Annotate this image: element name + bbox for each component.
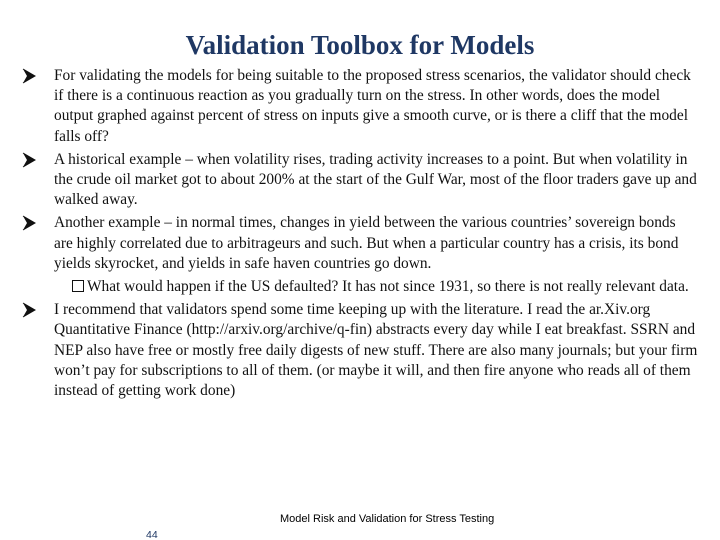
sub-bullet-item (22, 277, 698, 297)
bullet-item (22, 300, 698, 401)
page-number: 44 (146, 529, 158, 540)
arrow-bullet-icon (22, 68, 36, 84)
slide-footer: Model Risk and Validation for Stress Testing (280, 513, 495, 525)
bullet-text: For validating the models for being suitable to the proposed stress scenarios, the validator should check if there is a continuous reaction as you gradually turn on the stress. In other words, does the model output graphed against percent of stress on inputs give a smooth curve, or is there a cliff that the model falls off? (54, 67, 691, 145)
box-bullet-icon (72, 280, 84, 292)
sub-bullet-text: What would happen if the US defaulted? It has not since 1931, so there is not really relevant data. (87, 278, 689, 296)
bullet-item (22, 213, 698, 274)
bullet-text: Another example – in normal times, changes in yield between the various countries’ sovereign bonds are highly correlated due to arbitrageurs and such. But when a particular country has a crisis, its bond yields skyrocket, and yields in safe haven countries go down. (54, 214, 679, 272)
arrow-bullet-icon (22, 302, 36, 318)
bullet-list (22, 66, 698, 404)
slide-title: Validation Toolbox for Models (185, 30, 535, 60)
bullet-item (22, 150, 698, 211)
bullet-text: A historical example – when volatility rises, trading activity increases to a point. But when volatility in the crude oil market got to about 200% at the start of the Gulf War, most of the floor traders gave up and walked away. (54, 150, 697, 209)
arrow-bullet-icon (22, 152, 36, 168)
arrow-bullet-icon (22, 215, 36, 231)
bullet-item (22, 66, 698, 147)
bullet-text: I recommend that validators spend some time keeping up with the literature. I read the ar.Xiv.org Quantitative Finance (http://arxiv.org/archive/q-fin) abstracts every day while I eat breakfast. SSRN and NEP also have free or mostly free daily digests of new stuff. There are also many journals; but your firm won’t pay for subscriptions to all of them. (or maybe it will, and then fire anyone who reads all of them instead of getting work done) (54, 301, 698, 400)
